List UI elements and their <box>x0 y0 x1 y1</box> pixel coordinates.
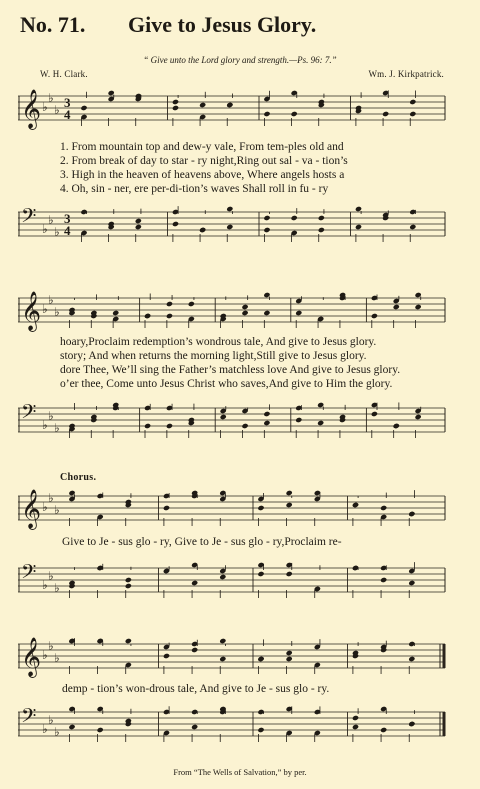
note-head <box>263 227 270 233</box>
note-head <box>226 206 233 212</box>
note-head <box>68 724 75 730</box>
note-head <box>80 105 87 111</box>
bass-clef-icon: 𝄢 <box>21 704 37 732</box>
note-head <box>257 727 264 733</box>
note-head <box>257 656 264 662</box>
lyric-s1-v1: 1. From mountain top and dew-y vale, From tem-ples old and <box>60 141 344 153</box>
treble-clef-icon: 𝄞 <box>21 489 42 529</box>
flat-icon: ♭ <box>48 213 54 227</box>
svg-text:4: 4 <box>64 223 71 238</box>
flat-icon: ♭ <box>48 91 54 105</box>
flat-icon: ♭ <box>54 225 60 239</box>
flat-icon: ♭ <box>42 418 48 432</box>
note-head <box>371 313 378 319</box>
note-head <box>393 423 400 429</box>
note-head <box>408 511 415 517</box>
lyric-s2-v3: dore Thee, We’ll sing the Father’s matchless love And give to Jesus glory. <box>60 364 401 376</box>
flat-icon: ♭ <box>42 578 48 592</box>
flat-icon: ♭ <box>54 103 60 117</box>
svg-text:4: 4 <box>64 107 71 122</box>
note-head <box>291 111 298 117</box>
note-head <box>263 111 270 117</box>
note-head <box>166 301 173 307</box>
note-head <box>191 647 198 653</box>
flat-icon: ♭ <box>54 305 60 319</box>
note-head <box>219 638 226 644</box>
hymn-title: Give to Jesus Glory. <box>128 12 317 37</box>
note-head <box>257 571 264 577</box>
note-head <box>355 224 362 230</box>
note-head <box>166 313 173 319</box>
note-head <box>219 656 226 662</box>
lyricist-credit: W. H. Clark. <box>40 69 88 79</box>
flat-icon: ♭ <box>48 491 54 505</box>
chorus-lyric-2: demp - tion’s won-drous tale, And give to Je - sus glo - ry. <box>62 683 330 695</box>
lyric-s1-v4: 4. Oh, sin - ner, ere per-di-tion’s waves Shall roll in fu - ry <box>60 183 329 195</box>
treble-clef-icon: 𝄞 <box>21 637 42 677</box>
note-head <box>135 224 142 230</box>
note-head <box>163 653 170 659</box>
note-head <box>125 583 132 589</box>
flat-icon: ♭ <box>42 722 48 736</box>
bass-clef-icon: 𝄢 <box>21 400 37 428</box>
note-head <box>291 215 298 221</box>
bass-clef-icon: 𝄢 <box>21 204 37 232</box>
chorus-lyric-1: Give to Je - sus glo - ry, Give to Je - sus glo - ry,Proclaim re- <box>62 536 342 548</box>
flat-icon: ♭ <box>54 503 60 517</box>
note-head <box>188 301 195 307</box>
note-head <box>191 580 198 586</box>
note-head <box>172 99 179 105</box>
note-head <box>415 304 422 310</box>
lyric-s2-v1: hoary,Proclaim redemption’s wondrous tale, And give to Jesus glory. <box>60 336 377 348</box>
flat-icon: ♭ <box>42 302 48 316</box>
note-head <box>226 224 233 230</box>
note-head <box>286 571 293 577</box>
flat-icon: ♭ <box>54 651 60 665</box>
note-head <box>352 502 359 508</box>
note-head <box>286 490 293 496</box>
svg-text:3: 3 <box>64 95 71 110</box>
note-head <box>415 414 422 420</box>
note-head <box>409 111 416 117</box>
note-head <box>380 505 387 511</box>
chorus-label: Chorus. <box>60 472 97 483</box>
note-head <box>286 650 293 656</box>
note-head <box>393 304 400 310</box>
source-credit: From “The Wells of Salvation,” by per. <box>173 767 307 777</box>
note-head <box>263 411 270 417</box>
note-head <box>295 310 302 316</box>
note-head <box>408 580 415 586</box>
treble-clef-icon: 𝄞 <box>21 291 42 331</box>
flat-icon: ♭ <box>42 500 48 514</box>
flat-icon: ♭ <box>42 222 48 236</box>
lyric-s1-v2: 2. From break of day to star - ry night,Ring out sal - va - tion’s <box>60 155 348 167</box>
treble-clef-icon: 𝄞 <box>21 89 42 129</box>
flat-icon: ♭ <box>54 581 60 595</box>
flat-icon: ♭ <box>54 725 60 739</box>
note-head <box>163 505 170 511</box>
note-head <box>318 215 325 221</box>
note-head <box>286 656 293 662</box>
note-head <box>112 310 119 316</box>
note-head <box>257 505 264 511</box>
note-head <box>97 727 104 733</box>
note-head <box>135 218 142 224</box>
flat-icon: ♭ <box>42 100 48 114</box>
note-head <box>352 715 359 721</box>
note-head <box>380 727 387 733</box>
note-head <box>199 102 206 108</box>
note-head <box>241 310 248 316</box>
note-head <box>226 102 233 108</box>
bass-clef-icon: 𝄢 <box>21 560 37 588</box>
svg-text:3: 3 <box>64 211 71 226</box>
staff-treble-4 <box>18 636 446 684</box>
note-head <box>380 577 387 583</box>
note-head <box>409 224 416 230</box>
scripture-epigraph: “ Give unto the Lord glory and strength.—Ps. 96: 7.” <box>143 55 337 65</box>
note-head <box>219 574 226 580</box>
note-head <box>371 411 378 417</box>
note-head <box>317 420 324 426</box>
lyric-s2-v4: o’er thee, Come unto Jesus Christ who saves,And give to Him the glory. <box>60 378 393 390</box>
staff-treble-2 <box>18 290 446 338</box>
note-head <box>241 304 248 310</box>
note-head <box>295 417 302 423</box>
note-head <box>166 423 173 429</box>
composer-credit: Wm. J. Kirkpatrick. <box>368 69 444 79</box>
note-head <box>191 724 198 730</box>
note-head <box>263 420 270 426</box>
note-head <box>382 111 389 117</box>
staff-bass-2 <box>18 400 446 448</box>
note-head <box>172 221 179 227</box>
note-head <box>172 105 179 111</box>
note-head <box>408 721 415 727</box>
note-head <box>409 99 416 105</box>
note-head <box>241 423 248 429</box>
note-head <box>286 502 293 508</box>
flat-icon: ♭ <box>48 569 54 583</box>
flat-icon: ♭ <box>48 713 54 727</box>
note-head <box>263 310 270 316</box>
note-head <box>144 313 151 319</box>
staff-bass-3 <box>18 560 446 608</box>
flat-icon: ♭ <box>54 421 60 435</box>
flat-icon: ♭ <box>48 293 54 307</box>
staff-treble-1 <box>18 88 446 136</box>
lyric-s1-v3: 3. High in the heaven of heavens above, Where angels hosts a <box>60 169 345 181</box>
note-head <box>199 227 206 233</box>
note-head <box>408 656 415 662</box>
flat-icon: ♭ <box>48 409 54 423</box>
note-head <box>125 577 132 583</box>
note-head <box>144 423 151 429</box>
flat-icon: ♭ <box>42 648 48 662</box>
staff-bass-4 <box>18 704 446 752</box>
flat-icon: ♭ <box>48 639 54 653</box>
lyric-s2-v2: story; And when returns the morning light,Still give to Jesus glory. <box>60 350 367 362</box>
staff-treble-3 <box>18 488 446 536</box>
note-head <box>318 227 325 233</box>
staff-bass-1 <box>18 204 446 252</box>
note-head <box>220 414 227 420</box>
hymn-number: No. 71. <box>20 12 86 37</box>
note-head <box>263 215 270 221</box>
note-head <box>352 724 359 730</box>
note-head <box>125 638 132 644</box>
